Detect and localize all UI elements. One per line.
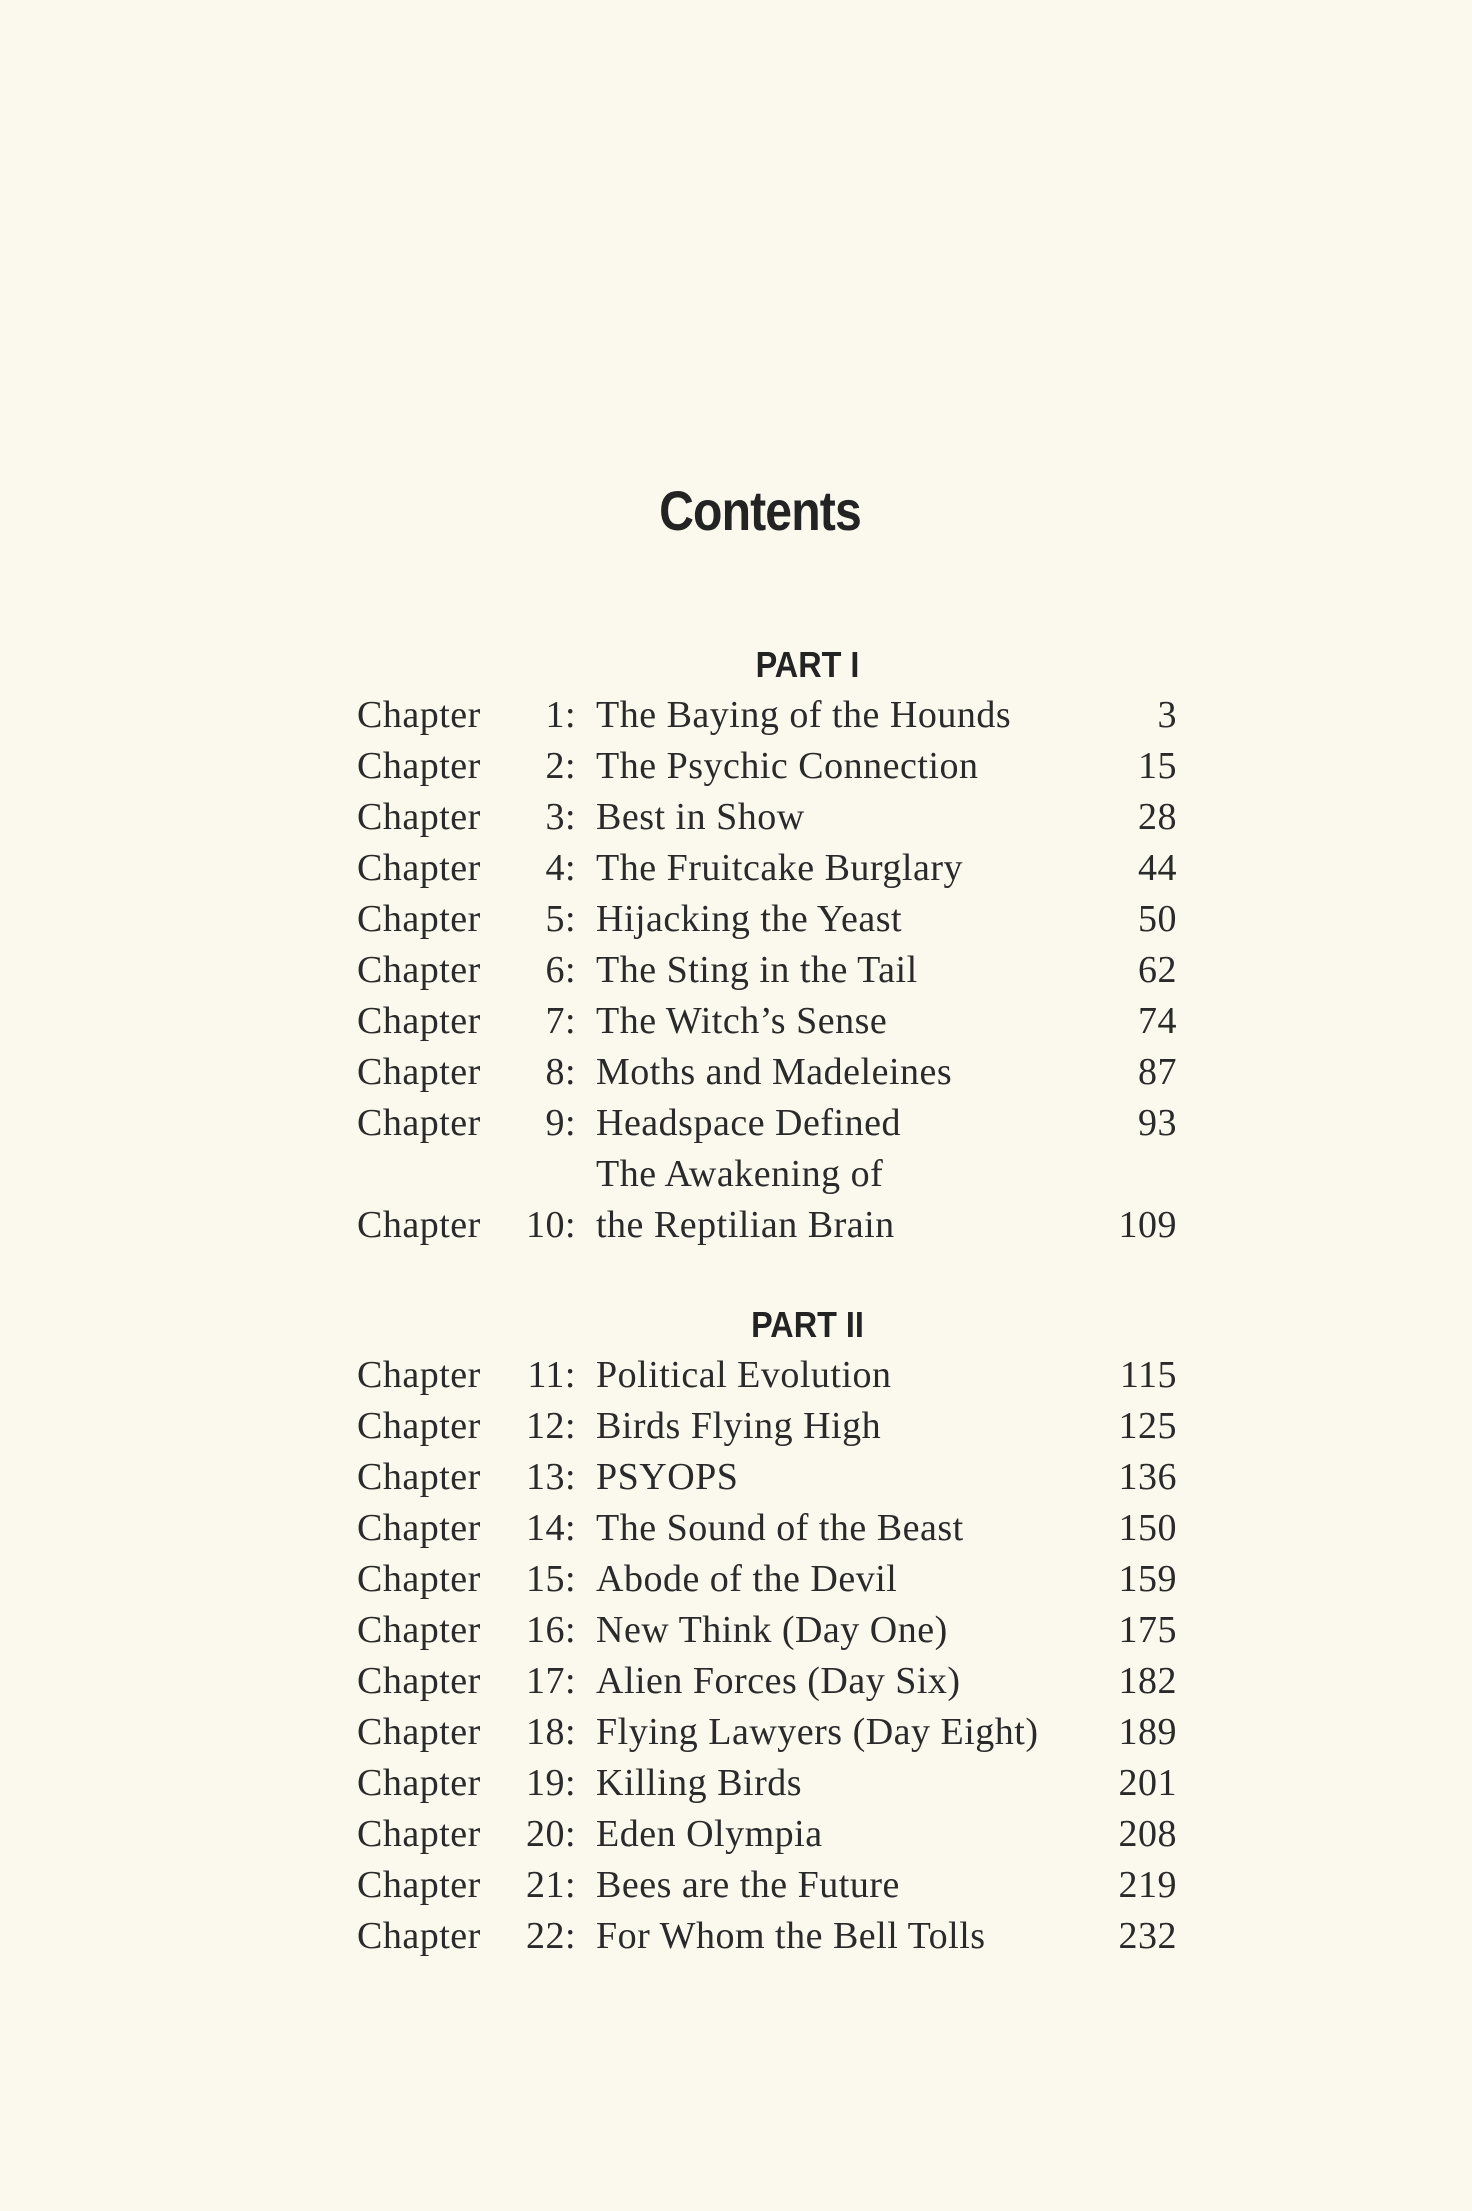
toc-entry (357, 894, 1177, 945)
chapter-title (576, 1911, 1077, 1962)
chapter-word: Chapter (357, 1456, 481, 1498)
toc-entry (357, 1503, 1177, 1554)
chapter-number: 13: (525, 1456, 576, 1498)
page-title: Contents (659, 479, 861, 542)
table-of-contents (357, 640, 1177, 1962)
part-heading: PART I (755, 644, 860, 685)
page-number: 201 (1118, 1762, 1177, 1804)
page-number: 136 (1118, 1456, 1177, 1498)
page-number: 50 (1138, 898, 1177, 940)
chapter-word: Chapter (357, 1354, 481, 1396)
page-number: 150 (1118, 1507, 1177, 1549)
chapter-title-line: The Baying of the Hounds (596, 694, 1012, 736)
page-number: 125 (1118, 1405, 1177, 1447)
page-number: 62 (1138, 949, 1177, 991)
chapter-word: Chapter (357, 1813, 481, 1855)
chapter-word: Chapter (357, 1762, 481, 1804)
chapter-title-line: Killing Birds (596, 1762, 803, 1804)
toc-entry (357, 1350, 1177, 1401)
toc-entry (357, 1047, 1177, 1098)
chapter-title-line: Alien Forces (Day Six) (596, 1660, 961, 1702)
chapter-title-line: The Witch’s Sense (596, 1000, 888, 1042)
chapter-number: 19: (525, 1762, 576, 1804)
toc-entry (357, 1554, 1177, 1605)
page-number: 219 (1118, 1864, 1177, 1906)
chapter-title (576, 945, 1077, 996)
chapter-title (576, 1098, 1077, 1149)
chapter-number: 6: (545, 949, 576, 991)
page-number: 15 (1138, 745, 1177, 787)
chapter-number: 1: (545, 694, 576, 736)
chapter-number: 3: (545, 796, 576, 838)
toc-entry (357, 1098, 1177, 1149)
chapter-word: Chapter (357, 745, 481, 787)
chapter-title-line: The Sound of the Beast (596, 1507, 964, 1549)
toc-entry (357, 690, 1177, 741)
chapter-number: 21: (525, 1864, 576, 1906)
chapter-word: Chapter (357, 898, 481, 940)
toc-entry (357, 1707, 1177, 1758)
chapter-word: Chapter (357, 1051, 481, 1093)
chapter-title-line: The Psychic Connection (596, 745, 979, 787)
toc-entry (357, 945, 1177, 996)
page-number: 232 (1118, 1915, 1177, 1957)
toc-entry (357, 1401, 1177, 1452)
chapter-title-line: New Think (Day One) (596, 1609, 948, 1651)
chapter-number: 11: (527, 1354, 576, 1396)
toc-entry (357, 1911, 1177, 1962)
chapter-title-line: Birds Flying High (596, 1405, 882, 1447)
chapter-number: 16: (525, 1609, 576, 1651)
chapter-title-line: The Fruitcake Burglary (596, 847, 963, 889)
chapter-title (576, 1554, 1077, 1605)
chapter-number: 9: (545, 1102, 576, 1144)
chapter-title (576, 996, 1077, 1047)
chapter-number: 4: (545, 847, 576, 889)
chapter-word: Chapter (357, 796, 481, 838)
chapter-title-line: Moths and Madeleines (596, 1051, 953, 1093)
chapter-title (576, 1809, 1077, 1860)
toc-entry (357, 1605, 1177, 1656)
chapter-title-line: For Whom the Bell Tolls (596, 1915, 986, 1957)
toc-entry (357, 1860, 1177, 1911)
chapter-word: Chapter (357, 1204, 481, 1246)
chapter-title-line: Abode of the Devil (596, 1558, 898, 1600)
toc-entry (357, 1452, 1177, 1503)
chapter-number: 15: (525, 1558, 576, 1600)
page-number: 44 (1138, 847, 1177, 889)
chapter-word: Chapter (357, 1102, 481, 1144)
chapter-word: Chapter (357, 694, 481, 736)
chapter-title-line: the Reptilian Brain (596, 1204, 895, 1246)
chapter-number: 2: (545, 745, 576, 787)
chapter-number: 18: (525, 1711, 576, 1753)
chapter-number: 22: (525, 1915, 576, 1957)
chapter-number: 12: (525, 1405, 576, 1447)
chapter-title (576, 792, 1077, 843)
chapter-word: Chapter (357, 1660, 481, 1702)
page-number: 182 (1118, 1660, 1177, 1702)
chapter-title-line: Eden Olympia (596, 1813, 823, 1855)
chapter-word: Chapter (357, 1558, 481, 1600)
toc-entry (357, 1656, 1177, 1707)
chapter-word: Chapter (357, 1405, 481, 1447)
page-number: 175 (1118, 1609, 1177, 1651)
part-heading: PART II (751, 1304, 864, 1345)
toc-entry (357, 792, 1177, 843)
chapter-title-line: The Sting in the Tail (596, 949, 918, 991)
chapter-title (576, 1860, 1077, 1911)
chapter-word: Chapter (357, 1609, 481, 1651)
page-number: 159 (1118, 1558, 1177, 1600)
page-number: 208 (1118, 1813, 1177, 1855)
toc-entry (357, 1809, 1177, 1860)
chapter-number: 5: (545, 898, 576, 940)
chapter-word: Chapter (357, 847, 481, 889)
chapter-title (576, 1503, 1077, 1554)
page-number: 109 (1118, 1204, 1177, 1246)
chapter-number: 7: (545, 1000, 576, 1042)
chapter-word: Chapter (357, 1915, 481, 1957)
page-number: 115 (1119, 1354, 1177, 1396)
chapter-title-line: PSYOPS (596, 1456, 739, 1498)
chapter-title (576, 1605, 1077, 1656)
toc-entry (357, 843, 1177, 894)
chapter-word: Chapter (357, 1864, 481, 1906)
toc-entry (357, 996, 1177, 1047)
chapter-word: Chapter (357, 1711, 481, 1753)
chapter-word: Chapter (357, 1507, 481, 1549)
toc-entry (357, 741, 1177, 792)
chapter-title (576, 1149, 1077, 1251)
page-number: 189 (1118, 1711, 1177, 1753)
chapter-title (576, 690, 1077, 741)
chapter-title (576, 1350, 1077, 1401)
chapter-title-line: Bees are the Future (596, 1864, 900, 1906)
chapter-title (576, 1452, 1077, 1503)
chapter-title-line: Political Evolution (596, 1354, 892, 1396)
chapter-title-line: Flying Lawyers (Day Eight) (596, 1711, 1039, 1753)
page-number: 87 (1138, 1051, 1177, 1093)
page-number: 74 (1138, 1000, 1177, 1042)
page-number: 93 (1138, 1102, 1177, 1144)
toc-entry (357, 1149, 1177, 1251)
chapter-number: 14: (525, 1507, 576, 1549)
chapter-title (576, 1758, 1077, 1809)
chapter-title-line: Headspace Defined (596, 1102, 901, 1144)
page-number: 28 (1138, 796, 1177, 838)
chapter-word: Chapter (357, 949, 481, 991)
chapter-title (576, 1047, 1077, 1098)
chapter-title-line: Hijacking the Yeast (596, 898, 903, 940)
chapter-title (576, 1656, 1077, 1707)
chapter-number: 8: (545, 1051, 576, 1093)
chapter-word: Chapter (357, 1000, 481, 1042)
chapter-number: 17: (525, 1660, 576, 1702)
chapter-title-line: The Awakening of (596, 1153, 884, 1195)
chapter-number: 20: (525, 1813, 576, 1855)
chapter-number: 10: (525, 1204, 576, 1246)
chapter-title (576, 843, 1077, 894)
chapter-title (576, 1707, 1077, 1758)
chapter-title (576, 1401, 1077, 1452)
page-number: 3 (1157, 694, 1177, 736)
chapter-title (576, 741, 1077, 792)
toc-entry (357, 1758, 1177, 1809)
chapter-title-line: Best in Show (596, 796, 805, 838)
chapter-title (576, 894, 1077, 945)
